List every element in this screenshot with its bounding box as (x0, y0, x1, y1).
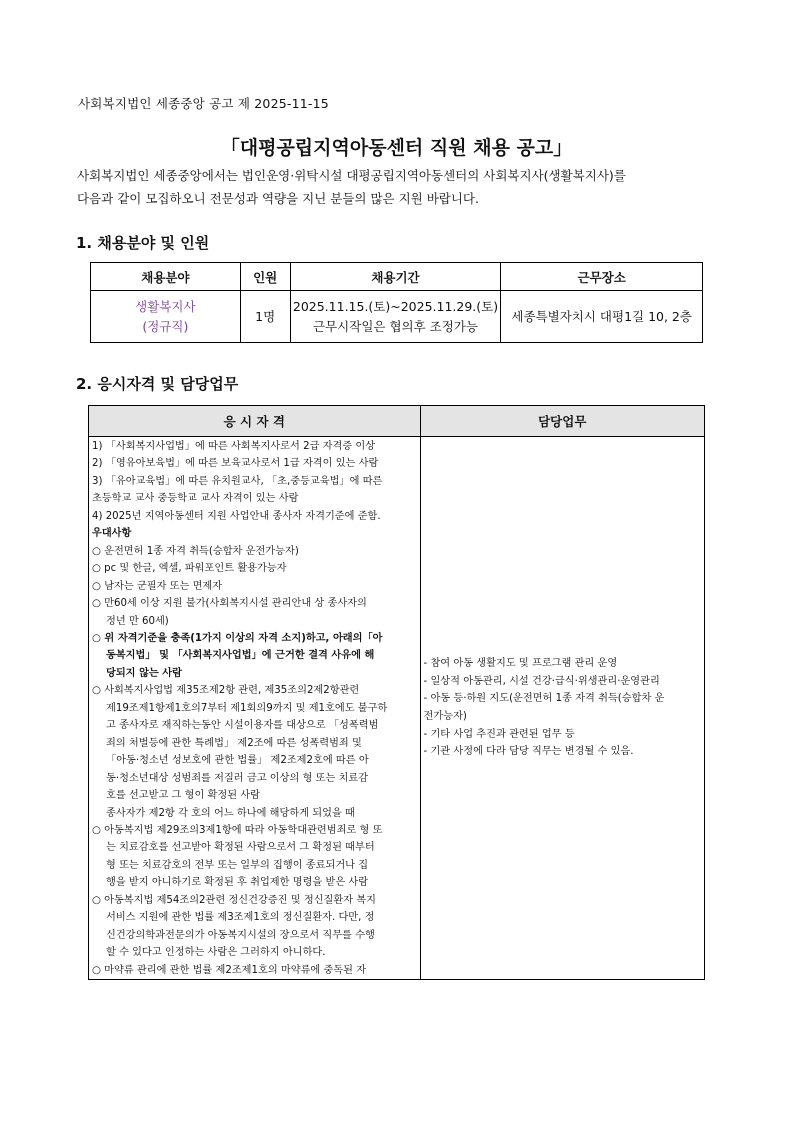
qualification-line: 는 치료감호를 선고받아 확정된 사람으로서 그 확정된 때부터 (106, 842, 375, 854)
qualification-line: 동·청소년대상 성범죄를 저질러 금고 이상의 형 또는 치료감 (106, 772, 369, 784)
qualification-line: 신건강의학과전문의가 아동복지시설의 장으로서 직무를 수행 (106, 929, 375, 941)
qualification-line: 1) 「사회복지사업법」에 따른 사회복지사로서 2급 자격증 이상 (92, 441, 376, 452)
recruitment-table (90, 262, 703, 343)
duty-line: - 일상적 아동관리, 시설 건강·급식·위생관리·운영관리 (423, 675, 660, 687)
work-location: 세종특별자치시 대평1길 10, 2층 (501, 291, 703, 343)
table-header-row (89, 406, 705, 437)
qualification-line: 3) 「유아교육법」에 따른 유치원교사, 「초,중등교육법」에 따른 (92, 475, 383, 487)
intro-line: 다음과 같이 모집하오니 전문성과 역량을 지닌 분들의 많은 지원 바랍니다. (77, 191, 479, 206)
qualification-line: 고 종사자로 재직하는동안 시설이용자를 대상으로 「성폭력범 (106, 720, 379, 732)
intro-line: 사회복지법인 세종중앙에서는 법인운영·위탁시설 대평공립지역아동센터의 사회복지사(생활복지사)를 (77, 168, 626, 183)
qualification-table (88, 405, 705, 980)
period-dates: 2025.11.15.(토)~2025.11.29.(토) (292, 298, 499, 314)
qualification-line: ○ 운전면허 1종 자격 취득(승합차 운전가능자) (92, 545, 299, 557)
qualification-line: 서비스 지원에 관한 법률 제3조제1호의 정신질환자. 다만, 정 (106, 912, 375, 924)
qualification-line: 제19조제1항제1호의7부터 제1회의9까지 및 제1호에도 불구하 (106, 702, 388, 714)
qualification-line: ○ 사회복지사업법 제35조제2항 관련, 제35조의2제2항관련 (92, 685, 360, 697)
header-location: 근무장소 (501, 263, 703, 291)
duties-cell (420, 437, 704, 980)
duty-line: 전가능자) (423, 711, 467, 723)
table-row (89, 437, 705, 980)
period-note: 근무시작일은 협의후 조정가능 (313, 318, 478, 334)
intro-paragraph (77, 164, 717, 210)
qualification-line: ○ 위 자격기준을 충족(1가지 이상의 자격 소지)하고, 아래의「아 (92, 632, 383, 644)
qualification-line: ○ 마약류 관리에 관한 법률 제2조제1호의 마약류에 중독된 자 (92, 964, 367, 976)
qualification-line: 초등학교 교사 중등학교 교사 자격이 있는 사람 (92, 493, 299, 505)
qualification-line: 종사자가 제2항 각 호의 어느 하나에 해당하게 되었을 때 (106, 807, 355, 819)
qualification-line: ○ pc 및 한글, 엑셀, 파워포인트 활용가능자 (92, 563, 287, 575)
job-field-cell (91, 291, 241, 343)
qualification-line: 할 수 있다고 인정하는 사람은 그러하지 아니하다. (106, 947, 326, 959)
qualification-line: 호를 선고받고 그 형이 확정된 사람 (106, 790, 260, 802)
duty-line: - 참여 아동 생활지도 및 프로그램 관리 운영 (423, 658, 618, 670)
duty-line: - 아동 등·하원 지도(운전면허 1종 자격 취득(승합차 운 (423, 693, 665, 705)
qualification-line: ○ 남자는 군필자 또는 면제자 (92, 580, 223, 592)
qualification-line: ○ 아동복지법 제29조의3제1항에 따라 아동학대관련범죄로 형 또 (92, 824, 383, 836)
qualification-line: ○ 만60세 이상 지원 불가(사회복지시설 관리안내 상 종사자의 (92, 598, 367, 610)
qualification-line: 「아동·청소년 성보호에 관한 법률」 제2조제2호에 따른 아 (106, 755, 369, 767)
duty-line: - 기타 사업 추진과 관련된 업무 등 (423, 728, 575, 740)
qualification-line: 정년 만 60세) (106, 615, 169, 627)
headcount: 1명 (240, 291, 290, 343)
qualification-line: 형 또는 치료감호의 전부 또는 일부의 집행이 종료되거나 집 (106, 859, 369, 871)
qualification-line: 죄의 처벌등에 관한 특례법」 제2조에 따른 성폭력범죄 및 (106, 737, 362, 749)
qualification-line: ○ 아동복지법 제54조의2관련 정신건강증진 및 정신질환자 복지 (92, 894, 376, 906)
table-row (91, 291, 703, 343)
section2-title: 2. 응시자격 및 담당업무 (76, 375, 239, 393)
qualification-line: 4) 2025년 지역아동센터 지원 사업안내 종사자 자격기준에 준함. (92, 510, 381, 522)
job-field: 생활복지사 (135, 298, 196, 314)
qualification-line: 당되지 않는 사람 (106, 667, 182, 679)
page-title: 「대평공립지역아동센터 직원 채용 공고」 (220, 137, 573, 159)
header-qualifications: 응 시 자 격 (89, 406, 421, 437)
qualification-line: 2) 「영유아보육법」에 따른 보육교사로서 1급 자격이 있는 사람 (92, 458, 379, 470)
period-cell (290, 291, 501, 343)
qualification-line: 행을 받지 아니하기로 확정된 후 취업제한 명령을 받은 사람 (106, 877, 369, 889)
qualification-line: 동복지법」 및 「사회복지사업법」에 근거한 결격 사유에 해 (106, 650, 375, 662)
job-type: (정규직) (142, 318, 189, 334)
section1-title: 1. 채용분야 및 인원 (76, 234, 210, 252)
header-field: 채용분야 (91, 263, 241, 291)
qualification-line: 우대사항 (92, 528, 132, 540)
qualifications-cell (89, 437, 421, 980)
header-period: 채용기간 (290, 263, 501, 291)
table-header-row (91, 263, 703, 291)
duty-line: - 기관 사정에 다라 담당 직무는 변경될 수 있음. (423, 746, 634, 758)
notice-number: 사회복지법인 세종중앙 공고 제 2025-11-15 (78, 96, 329, 111)
header-count: 인원 (240, 263, 290, 291)
header-duties: 담당업무 (420, 406, 704, 437)
